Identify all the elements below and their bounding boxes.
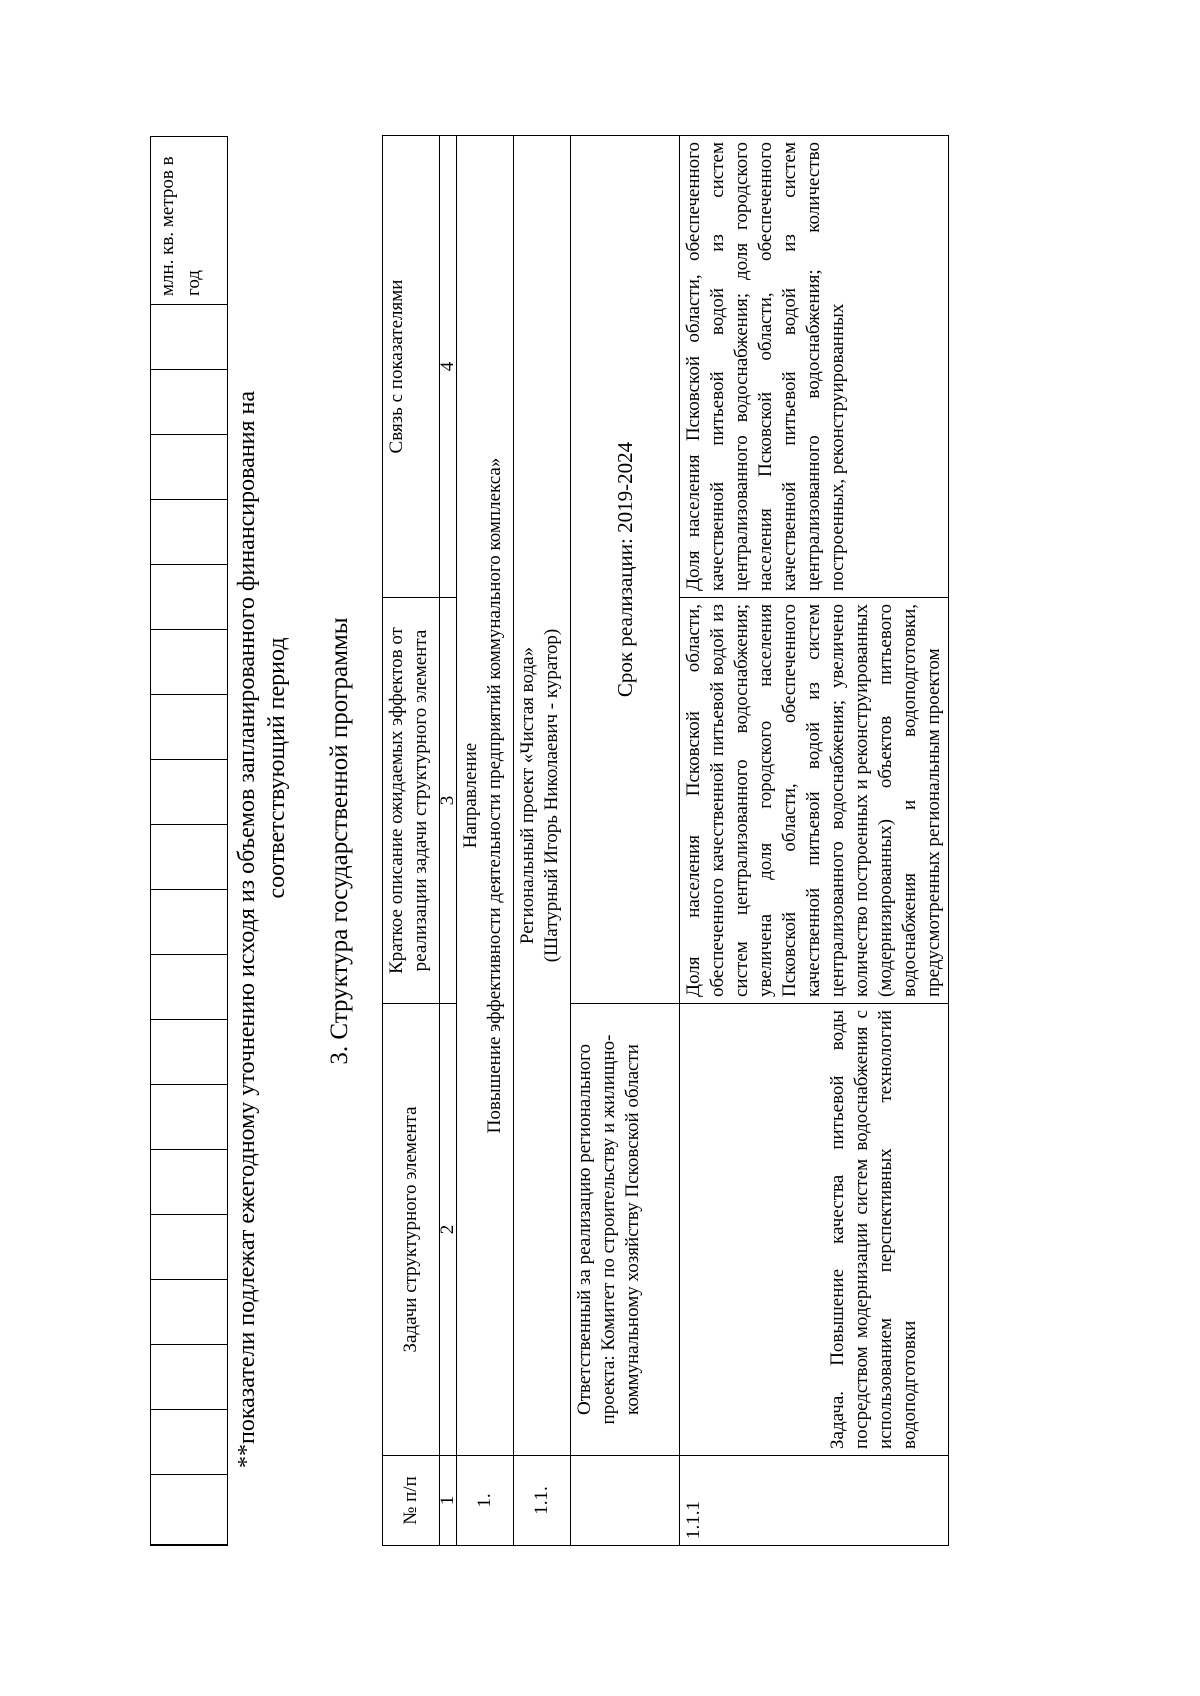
section-title: 3. Структура государственной программы bbox=[326, 617, 353, 1065]
header-num: № п/п bbox=[383, 1456, 440, 1546]
col-number: 4 bbox=[440, 136, 457, 598]
column-number-row bbox=[440, 136, 457, 1546]
program-structure-table bbox=[382, 135, 949, 1546]
project-cell bbox=[514, 136, 571, 1456]
project-row bbox=[514, 136, 571, 1546]
header-effects: Краткое описание ожидаемых эффектов от реализации задачи структурного элемента bbox=[383, 598, 440, 1004]
header-link: Связь с показателями bbox=[383, 136, 440, 598]
col-number: 2 bbox=[440, 1004, 457, 1456]
effects-cell: Доля населения Псковской области, обеспеченного качественной питьевой водой из систем централизованного водоснабжения; увеличена доля городского населения Псковской области, обеспеченного качественной питьевой водой из систем централизованного водоснабжения; увеличено количество построенных и реконструированных (модернизированных) объектов питьевого водоснабжения и водоподготовки, предусмотренных региональным проектом bbox=[680, 598, 949, 1004]
col-number: 3 bbox=[440, 598, 457, 1004]
header-tasks: Задачи структурного элемента bbox=[383, 1004, 440, 1456]
row-num: 1.1. bbox=[514, 1456, 571, 1546]
term-cell: Срок реализации: 2019-2024 bbox=[571, 136, 680, 1004]
direction-cell bbox=[457, 136, 514, 1456]
indicator-table-fragment bbox=[150, 136, 228, 1546]
header-row bbox=[383, 136, 440, 1546]
responsible-cell: Ответственный за реализацию регионального проекта: Комитет по строительству и жилищно-коммунальному хозяйству Псковской области bbox=[571, 1004, 680, 1456]
row-num: 1. bbox=[457, 1456, 514, 1546]
financing-note bbox=[232, 68, 290, 1468]
note-line-2: соответствующий период bbox=[264, 637, 290, 899]
project-name: Региональный проект «Чистая вода» bbox=[517, 646, 538, 945]
direction-title: Направление bbox=[460, 742, 481, 849]
units-label: млн. кв. метров в год bbox=[157, 156, 204, 296]
project-curator: (Шатурный Игорь Николаевич - куратор) bbox=[541, 628, 562, 963]
direction-row bbox=[457, 136, 514, 1546]
note-line-1: **показатели подлежат ежегодному уточнению исходя из объемов запланированного финансирования на bbox=[234, 390, 260, 1468]
empty-cell bbox=[571, 1456, 680, 1546]
task-row bbox=[680, 136, 949, 1546]
link-cell: Доля населения Псковской области, обеспеченного качественной питьевой водой из систем централизованного водоснабжения; доля городского населения Псковской области, обеспеченного качественной питьевой водой из систем централизованного водоснабжения; количество построенных, реконструированных bbox=[680, 136, 949, 598]
responsible-row bbox=[571, 136, 680, 1546]
col-number: 1 bbox=[440, 1456, 457, 1546]
task-cell: Задача. Повышение качества питьевой воды посредством модернизации систем водоснабжения с использованием перспективных технологий водоподготовки bbox=[680, 1004, 949, 1456]
row-num: 1.1.1 bbox=[680, 1456, 949, 1546]
direction-subtitle: Повышение эффективности деятельности предприятий коммунального комплекса» bbox=[484, 457, 505, 1134]
